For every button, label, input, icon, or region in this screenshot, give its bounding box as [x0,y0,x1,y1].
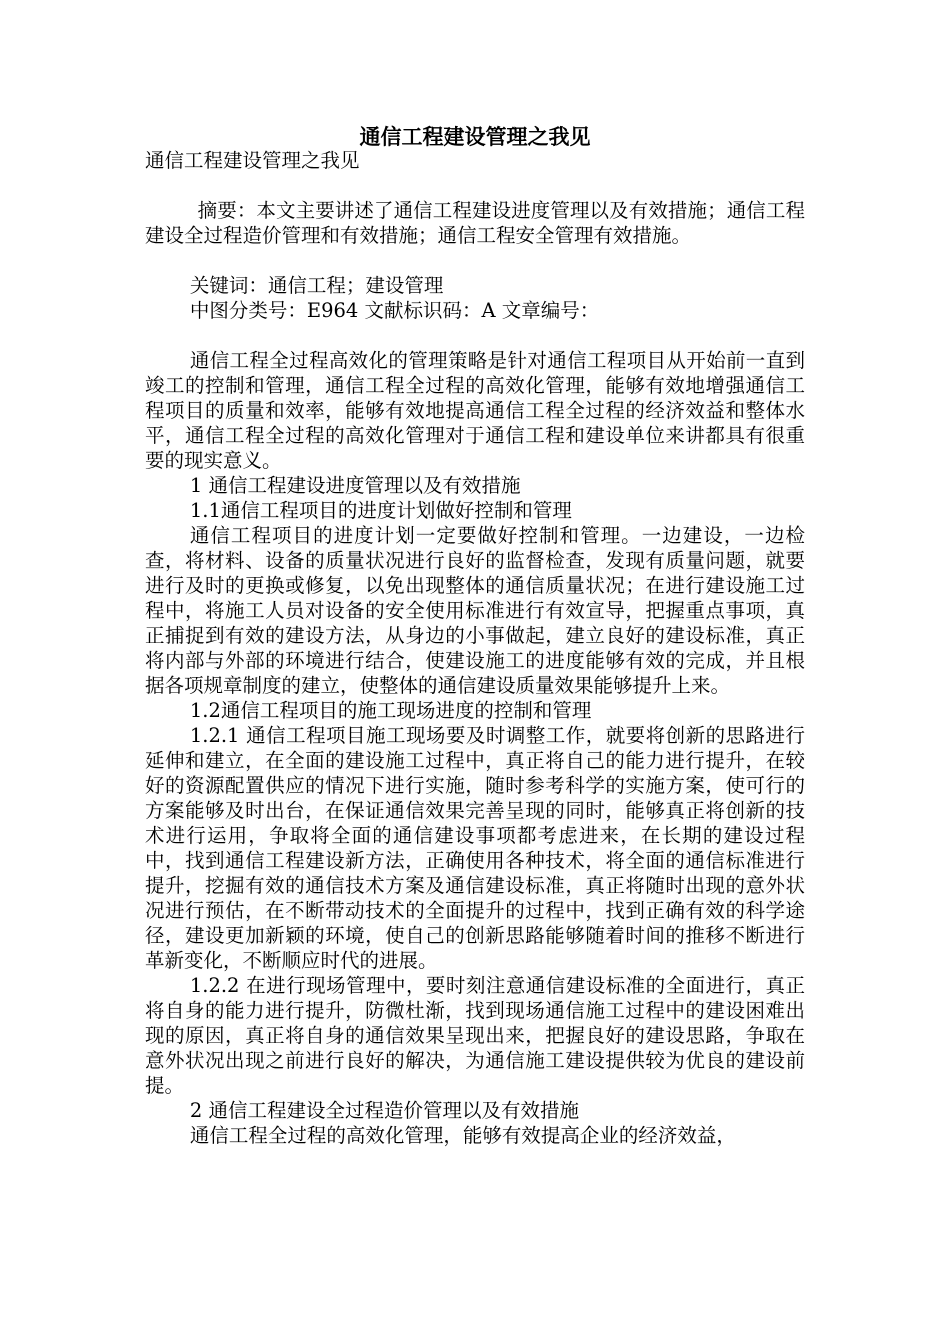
body-paragraph: 通信工程项目的进度计划一定要做好控制和管理。一边建设，一边检查，将材料、设备的质量状况进行良好的监督检查，发现有质量问题，就要进行及时的更换或修复，以免出现整体的通信质量状况；在进行建设施工过程中，将施工人员对设备的安全使用标准进行有效宣导，把握重点事项，真正捕捉到有效的建设方法，从身边的小事做起，建立良好的建设标准，真正将内部与外部的环境进行结合，使建设施工的进度能够有效的完成，并且根据各项规章制度的建立，使整体的通信建设质量效果能够提升上来。 [145,524,805,697]
body-paragraph: 1.2.2 在进行现场管理中，要时刻注意通信建设标准的全面进行，真正将自身的能力进行提升，防微杜渐，找到现场通信施工过程中的建设困难出现的原因，真正将自身的通信效果呈现出来，把握良好的建设思路，争取在意外状况出现之前进行良好的解决，为通信施工建设提供较为优良的建设前提。 [145,974,805,1097]
abstract-paragraph: 摘要：本文主要讲述了通信工程建设进度管理以及有效措施；通信工程建设全过程造价管理和有效措施；通信工程安全管理有效措施。 [145,199,805,247]
document-subtitle: 通信工程建设管理之我见 [145,149,360,172]
subsection-heading: 1.2通信工程项目的施工现场进度的控制和管理 [189,699,592,722]
section-heading: 1 通信工程建设进度管理以及有效措施 [189,474,521,497]
document-title: 通信工程建设管理之我见 [359,124,591,149]
subsection-heading: 1.1通信工程项目的进度计划做好控制和管理 [189,499,572,522]
document-body [145,148,805,1148]
keywords-line: 关键词：通信工程；建设管理 [189,274,444,297]
section-heading: 2 通信工程建设全过程造价管理以及有效措施 [189,1099,579,1122]
body-paragraph: 通信工程全过程的高效化管理，能够有效提高企业的经济效益， [189,1124,736,1147]
body-paragraph: 1.2.1 通信工程项目施工现场要及时调整工作，就要将创新的思路进行延伸和建立，在全面的建设施工过程中，真正将自己的能力进行提升，在较好的资源配置供应的情况下进行实施，随时参考科学的实施方案，使可行的方案能够及时出台，在保证通信效果完善呈现的同时，能够真正将创新的技术进行运用，争取将全面的通信建设事项都考虑进来，在长期的建设过程中，找到通信工程建设新方法，正确使用各种技术，将全面的通信标准进行提升，挖掘有效的通信技术方案及通信建设标准，真正将随时出现的意外状况进行预估，在不断带动技术的全面提升的过程中，找到正确有效的科学途径，建设更加新颖的环境，使自己的创新思路能够随着时间的推移不断进行革新变化，不断顺应时代的进展。 [145,724,805,972]
body-paragraph: 通信工程全过程高效化的管理策略是针对通信工程项目从开始前一直到竣工的控制和管理，通信工程全过程的高效化管理，能够有效地增强通信工程项目的质量和效率，能够有效地提高通信工程全过程的经济效益和整体水平，通信工程全过程的高效化管理对于通信工程和建设单位来讲都具有很重要的现实意义。 [145,349,805,472]
classification-line: 中图分类号：E964 文献标识码：A 文章编号： [189,299,600,322]
